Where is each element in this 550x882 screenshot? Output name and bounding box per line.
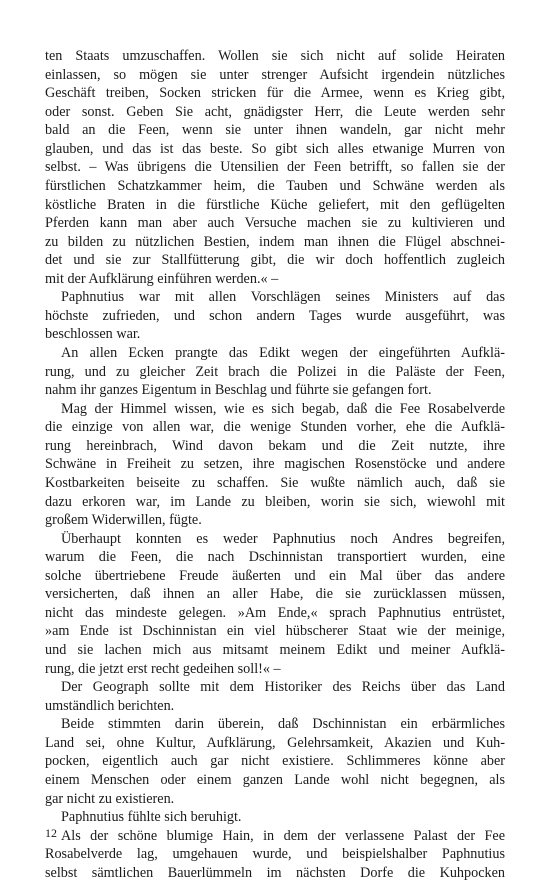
- text-line: Überhaupt konnten es weder Paphnutius noch Andres begreifen,: [61, 530, 505, 547]
- text-line: Paphnutius war mit allen Vorschlägen seines Ministers auf das: [61, 289, 505, 306]
- text-line: Paphnutius fühlte sich beruhigt.: [61, 809, 242, 826]
- text-line: oder sonst. Geben Sie acht, gnädigster Herr, die Leute werden sehr: [45, 103, 505, 120]
- text-line: dazu erkoren war, im Lande zu bleiben, worin sie sich, wiewohl mit: [45, 493, 505, 510]
- text-line: pocken, eigentlich auch gar nicht existiere. Schlimmeres könne aber: [45, 753, 505, 770]
- text-line: köstliche Braten in die fürstliche Küche geliefert, mit den geflügelten: [45, 196, 505, 213]
- text-line: Rosabelverde lag, umgehauen wurde, und beispielshalber Paphnutius: [45, 846, 505, 863]
- text-line: Der Geograph sollte mit dem Historiker des Reichs über das Land: [61, 679, 505, 696]
- text-line: großem Widerwillen, fügte.: [45, 512, 202, 529]
- text-line: beschlossen war.: [45, 326, 141, 343]
- text-line: die einzige von allen war, die wenige Stunden vorher, ehe die Aufklä-: [45, 419, 505, 436]
- text-line: Land sei, ohne Kultur, Aufklärung, Gelehrsamkeit, Akazien und Kuh-: [45, 734, 505, 751]
- text-line: versicherten, daß ihnen an aller Habe, die sie zurücklassen müssen,: [45, 586, 505, 603]
- text-line: zu bilden zu nützlichen Bestien, indem man ihnen die Flügel abschnei-: [45, 233, 505, 250]
- text-line: warum die Feen, die nach Dschinnistan transportiert wurden, eine: [45, 549, 505, 566]
- text-line: det und sie zur Stallfütterung gibt, die wir doch hoffentlich zugleich: [45, 252, 505, 269]
- text-line: fürstlichen Schatzkammer heim, die Tauben und Schwäne werden als: [45, 177, 505, 194]
- text-line: Kostbarkeiten beiseite zu schaffen. Sie wußte nämlich auch, daß sie: [45, 474, 505, 491]
- text-line: rung hereinbrach, Wind davon bekam und die Zeit nutzte, ihre: [45, 437, 505, 454]
- text-line: mit der Aufklärung einführen werden.« –: [45, 270, 279, 287]
- text-line: selbst. – Was übrigens die Utensilien der Feen betrifft, so fallen sie der: [45, 159, 505, 176]
- text-line: höchste zufrieden, und schon andern Tages wurde ausgeführt, was: [45, 307, 505, 324]
- text-line: glauben, und das ist das beste. So gibt sich alles etwanige Murren von: [45, 140, 505, 157]
- text-line: und sie lachen mich aus mitsamt meinem Edikt und meiner Aufklä-: [45, 642, 505, 658]
- text-line: rung, die jetzt erst recht gedeihen soll!« –: [45, 660, 281, 677]
- text-line: einem Menschen oder einem ganzen Lande wohl nicht begegnen, als: [45, 771, 505, 788]
- text-line: ten Staats umzuschaffen. Wollen sie sich nicht auf solide Heiraten: [45, 48, 505, 64]
- text-line: Geschäft treiben, Socken stricken für die Armee, wenn es Krieg gibt,: [45, 85, 505, 102]
- text-line: bald an die Feen, wenn sie unter ihnen wandeln, gar nicht mehr: [45, 122, 505, 139]
- text-line: nicht das mindeste gelegen. »Am Ende,« sprach Paphnutius entrüstet,: [45, 604, 505, 621]
- text-line: einlassen, so mögen sie unter strenger Aufsicht irgendein nützliches: [45, 66, 505, 83]
- text-line: Beide stimmten darin überein, daß Dschinnistan ein erbärmliches: [61, 716, 505, 733]
- text-line: Als der schöne blumige Hain, in dem der verlassene Palast der Fee: [61, 827, 505, 844]
- text-line: rung, und zu gleicher Zeit brach die Polizei in die Paläste der Feen,: [45, 363, 505, 380]
- page-number: 12: [45, 826, 57, 840]
- text-line: nahm ihr ganzes Eigentum in Beschlag und führte sie gefangen fort.: [45, 382, 432, 399]
- text-line: Pferden kann man aber auch Versuche machen sie zu kultivieren und: [45, 215, 505, 232]
- text-line: Mag der Himmel wissen, wie es sich begab, daß die Fee Rosabelverde: [61, 400, 505, 417]
- text-line: umständlich berichten.: [45, 697, 175, 714]
- text-line: »am Ende ist Dschinnistan ein viel hübscherer Staat wie der meinige,: [45, 623, 505, 640]
- text-line: gar nicht zu existieren.: [45, 790, 175, 807]
- text-line: selbst sämtlichen Bauerlümmeln im nächsten Dorfe die Kuhpocken: [45, 864, 505, 881]
- text-line: Schwäne in Freiheit zu setzen, ihre magischen Rosenstöcke und andere: [45, 456, 505, 473]
- text-line: solche übertriebene Freude äußerten und ein Mal über das andere: [45, 567, 505, 584]
- text-line: An allen Ecken prangte das Edikt wegen der eingeführten Aufklä-: [61, 345, 505, 361]
- body-text: [45, 47, 505, 882]
